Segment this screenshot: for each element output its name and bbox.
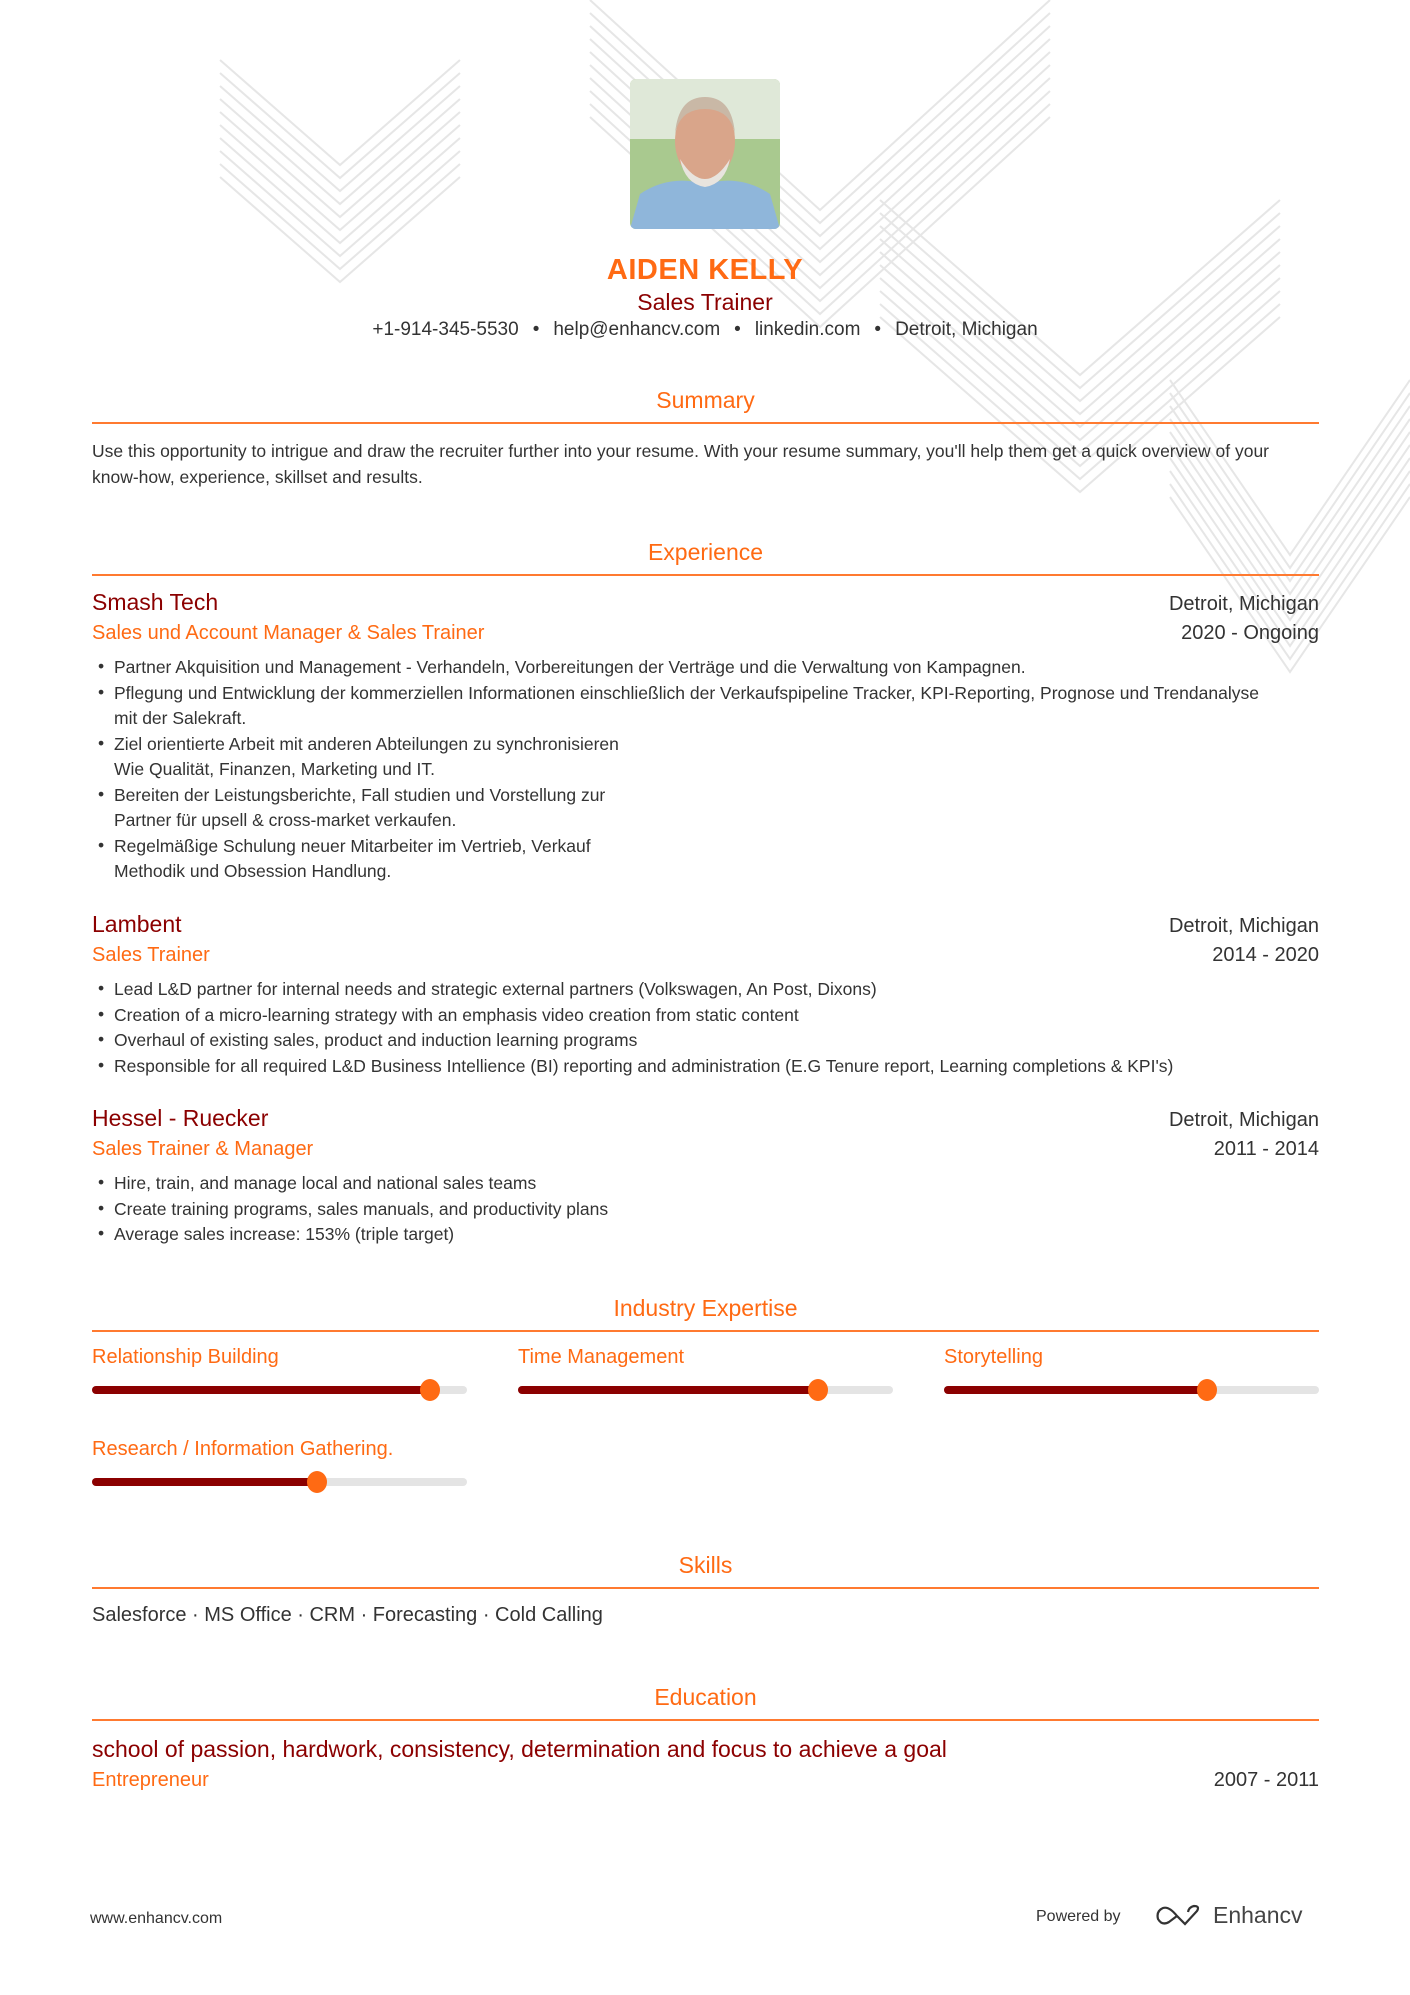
separator: • bbox=[874, 319, 882, 340]
expertise-item bbox=[92, 1346, 467, 1394]
job-bullets bbox=[92, 655, 1272, 885]
job-location: Detroit, Michigan bbox=[1168, 1109, 1319, 1131]
expertise-level-fill bbox=[518, 1386, 818, 1394]
job-bullet: • Responsible for all required L&D Business Intellience (BI) reporting and administration (E.G Tenure report, Learning completions & KPI's) bbox=[92, 1054, 1272, 1080]
company-name: Smash Tech bbox=[92, 589, 219, 615]
job-bullet: • Regelmäßige Schulung neuer Mitarbeiter im Vertrieb, Verkauf Methodik und Obsession Handlung. bbox=[92, 834, 1272, 885]
candidate-name: AIDEN KELLY bbox=[606, 254, 804, 286]
summary-heading: Summary bbox=[92, 387, 1319, 424]
skills-list: Salesforce · MS Office · CRM · Forecasting · Cold Calling bbox=[92, 1604, 603, 1626]
profile-photo bbox=[630, 79, 780, 229]
expertise-item bbox=[944, 1346, 1319, 1394]
job-bullet: • Bereiten der Leistungsberichte, Fall studien und Vorstellung zur Partner für upsell & cross-market verkaufen. bbox=[92, 783, 1272, 834]
enhancv-logo-icon bbox=[1155, 1903, 1203, 1929]
job-dates: 2011 - 2014 bbox=[1213, 1138, 1319, 1160]
company-name: Hessel - Ruecker bbox=[92, 1105, 269, 1131]
location: Detroit, Michigan bbox=[895, 319, 1038, 340]
experience-entry bbox=[92, 1103, 1319, 1248]
education-heading: Education bbox=[92, 1684, 1319, 1721]
job-bullet: • Creation of a micro-learning strategy with an emphasis video creation from static content bbox=[92, 1003, 1272, 1029]
expertise-level-fill bbox=[92, 1478, 317, 1486]
phone: +1-914-345-5530 bbox=[372, 319, 519, 340]
chevron-line bbox=[220, 86, 460, 191]
enhancv-logo[interactable] bbox=[1155, 1902, 1303, 1929]
job-bullet: • Ziel orientierte Arbeit mit anderen Abteilungen zu synchronisieren Wie Qualität, Finanzen, Marketing und IT. bbox=[92, 732, 1272, 783]
expertise-item bbox=[92, 1438, 467, 1486]
job-role: Sales Trainer & Manager bbox=[92, 1138, 314, 1160]
expertise-level-knob bbox=[1197, 1379, 1217, 1401]
job-bullet: • Hire, train, and manage local and national sales teams bbox=[92, 1171, 1272, 1197]
separator: • bbox=[734, 319, 741, 340]
expertise-level-fill bbox=[944, 1386, 1207, 1394]
footer-website[interactable]: www.enhancv.com bbox=[90, 1910, 223, 1927]
skills-heading: Skills bbox=[92, 1552, 1319, 1589]
enhancv-brand: Enhancv bbox=[1213, 1902, 1303, 1928]
expertise-level-bar bbox=[92, 1478, 467, 1486]
candidate-title: Sales Trainer bbox=[637, 289, 773, 315]
job-bullet: • Overhaul of existing sales, product and induction learning programs bbox=[92, 1028, 1272, 1054]
chevron-line bbox=[220, 60, 460, 165]
summary-text: Use this opportunity to intrigue and draw the recruiter further into your resume. With your resume summary, you'll help them get a quick overview of your know-how, experience, skillset and results. bbox=[92, 441, 1270, 487]
expertise-level-knob bbox=[808, 1379, 828, 1401]
expertise-level-knob bbox=[307, 1471, 327, 1493]
chevron-line bbox=[880, 200, 1280, 375]
job-bullet: • Average sales increase: 153% (triple target) bbox=[92, 1222, 1272, 1248]
expertise-label: Relationship Building bbox=[92, 1346, 279, 1368]
chevron-line bbox=[220, 73, 460, 178]
job-bullet: • Pflegung und Entwicklung der kommerziellen Informationen einschließlich der Verkaufspipeline Tracker, KPI-Reporting, Prognose und Trendanalyse mit der Salekraft. bbox=[92, 681, 1272, 732]
email[interactable]: help@enhancv.com bbox=[553, 319, 721, 340]
education-entry bbox=[92, 1734, 1319, 1796]
expertise-label: Time Management bbox=[518, 1346, 684, 1368]
contact-info bbox=[0, 319, 1410, 341]
experience-heading: Experience bbox=[92, 539, 1319, 576]
job-bullet: • Lead L&D partner for internal needs and strategic external partners (Volkswagen, An Post, Dixons) bbox=[92, 977, 1272, 1003]
job-location: Detroit, Michigan bbox=[1168, 593, 1319, 615]
job-role: Sales Trainer bbox=[92, 944, 210, 966]
job-bullets bbox=[92, 1171, 1272, 1248]
degree: Entrepreneur bbox=[92, 1769, 209, 1791]
experience-entry bbox=[92, 909, 1319, 1079]
company-name: Lambent bbox=[92, 911, 182, 937]
expertise-level-bar bbox=[92, 1386, 467, 1394]
linkedin[interactable]: linkedin.com bbox=[754, 319, 861, 340]
expertise-level-bar bbox=[518, 1386, 893, 1394]
expertise-level-fill bbox=[92, 1386, 430, 1394]
expertise-level-bar bbox=[944, 1386, 1319, 1394]
expertise-level-knob bbox=[420, 1379, 440, 1401]
job-bullet: • Partner Akquisition und Management - Verhandeln, Vorbereitungen der Verträge und die Verwaltung von Kampagnen. bbox=[92, 655, 1272, 681]
powered-by-label: Powered by bbox=[1036, 1908, 1121, 1925]
education-dates: 2007 - 2011 bbox=[1213, 1769, 1319, 1791]
expertise-item bbox=[518, 1346, 893, 1394]
experience-entry bbox=[92, 587, 1319, 885]
job-location: Detroit, Michigan bbox=[1168, 915, 1319, 937]
job-dates: 2020 - Ongoing bbox=[1181, 622, 1319, 644]
expertise-label: Storytelling bbox=[944, 1346, 1043, 1368]
job-dates: 2014 - 2020 bbox=[1212, 944, 1319, 966]
job-role: Sales und Account Manager & Sales Trainer bbox=[92, 622, 485, 644]
expertise-label: Research / Information Gathering. bbox=[92, 1438, 394, 1460]
industry-expertise-heading: Industry Expertise bbox=[92, 1295, 1319, 1332]
chevron-line bbox=[220, 99, 460, 204]
job-bullets bbox=[92, 977, 1272, 1079]
school-name: school of passion, hardwork, consistency, determination and focus to achieve a goal bbox=[92, 1736, 947, 1762]
separator: • bbox=[532, 319, 540, 340]
job-bullet: • Create training programs, sales manuals, and productivity plans bbox=[92, 1197, 1272, 1223]
